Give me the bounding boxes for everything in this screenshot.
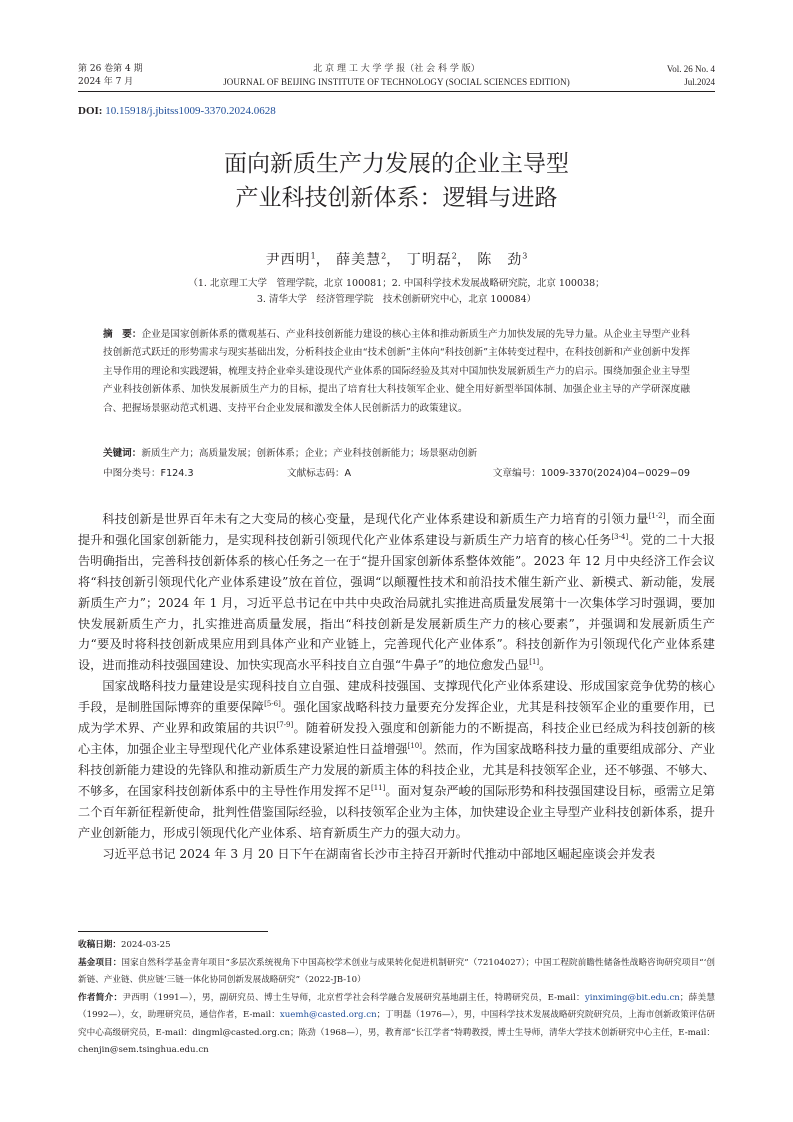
keywords — [103, 445, 690, 463]
citation[interactable]: [1-2] — [648, 511, 666, 520]
received-value: 2024-03-25 — [120, 940, 171, 950]
paragraph-text: 。党的二十大报告明确指出，完善科技创新体系的核心任务之一在于“提升国家创新体系整体效能”。2023 年 12 月中央经济工作会议将“科技创新引领现代化产业体系建设”放在首位，强调“以颠覆性技术和前沿技术催生新产业、新模式、新动能，发展新质生产力”；2024 年 1 月，习近平总书记在中共中央政治局就扎实推进高质量发展第十一次集体学习时强调，要加快发展新质生产力，扎实推进高质量发展，指出“科技创新是发展新质生产力的核心要素”，并强调和发展新质生产力“要及时将科技创新成果应用到具体产业和产业链上，完善现代化产业体系”。科技创新作为引领现代化产业体系建设，进而推动科技强国建设、加快实现高水平科技自立自强“牛鼻子”的地位愈发凸显 — [78, 532, 716, 673]
author-name: 薛美慧 — [336, 252, 382, 268]
author-name: 尹西明 — [265, 252, 311, 268]
journal-name-cn: 北 京 理 工 大 学 学 报（社 会 科 学 版） — [313, 64, 480, 74]
citation[interactable]: [10] — [407, 741, 422, 750]
header-date-en: Jul.2024 — [684, 77, 715, 87]
email-link[interactable]: yinximing@bit.edu.cn — [584, 992, 680, 1003]
paragraph-text: 。 — [539, 658, 552, 673]
header-volume-en: Vol. 26 No. 4 — [666, 64, 715, 74]
article-title — [78, 147, 715, 215]
citation[interactable]: [11] — [371, 783, 386, 792]
paragraph-text: 习近平总书记 2024 年 3 月 20 日下午在湖南省长沙市主持召开新时代推动中部地区崛起座谈会并发表 — [102, 846, 656, 861]
citation[interactable]: [1] — [529, 658, 540, 667]
author-affiliation-mark: 3 — [522, 251, 528, 261]
abstract-text: 企业是国家创新体系的微观基石、产业科技创新能力建设的核心主体和推动新质生产力加快发展的先导力量。从企业主导型产业科技创新范式跃迁的形势需求与现实基础出发，分析科技企业由“技术创新”主体向“科技创新”主体转变过程中，在科技创新和产业创新中发挥主导作用的理论和实践逻辑，梳理支持企业牵头建设现代产业体系的国际经验及其对中国加快发展新质生产力的启示。围绕加强企业主导型产业科技创新体系、加快发展新质生产力的目标，提出了培育壮大科技领军企业、健全用好新型举国体制、加强企业主导的产学研深度融合、把握场景驱动范式机遇、支持平台企业发展和激发全体人民创新活力的政策建议。 — [103, 329, 691, 414]
paragraph-text: 。随着研发投入强度和创新能力的不断提高，科技企业已经成为科技创新的核心主体，加强企业主导型现代化产业体系建设紧迫性日益增强 — [78, 721, 716, 756]
author-bio-label: 作者简介： — [78, 992, 123, 1003]
paragraph — [78, 509, 715, 676]
paragraph — [78, 844, 715, 865]
affiliation-line-2: 3. 清华大学 经济管理学院 技术创新研究中心，北京 100084） — [256, 294, 537, 305]
abstract — [103, 326, 690, 418]
title-line-2: 产业科技创新体系：逻辑与进路 — [235, 185, 558, 211]
header-right — [667, 63, 715, 89]
title-line-1: 面向新质生产力发展的企业主导型 — [224, 151, 569, 177]
author-bio-text: ；薛美慧（1992—），女，助理研究员，通信作者，E-mail： — [78, 992, 715, 1020]
body-text — [78, 509, 715, 864]
document-code: 文献标志码：A — [287, 468, 352, 479]
header-center — [150, 63, 643, 89]
header-left — [78, 63, 143, 89]
author-affiliation-mark: 2 — [451, 251, 457, 261]
article-number: 文章编号：1009-3370(2024)04−0029−09 — [492, 468, 690, 479]
author-affiliation-mark: 1 — [310, 251, 316, 261]
paragraph-text: 。强化国家战略科技力量要充分发挥企业，尤其是科技领军企业的重要作用，已成为学术界、产业界和政策届的共识 — [78, 700, 716, 736]
header-divider — [78, 91, 715, 92]
email-link[interactable]: xuemh@casted.org.cn — [279, 1010, 377, 1020]
received-date — [78, 937, 715, 955]
keywords-text: 新质生产力；高质量发展；创新体系；企业；产业科技创新能力；场景驱动创新 — [141, 448, 478, 459]
affiliation-line-1: （1. 北京理工大学 管理学院，北京 100081；2. 中国科学技术发展战略研究院，北京 100038； — [188, 278, 605, 289]
paragraph-text: ，而全面提升和强化国家创新能力，是实现科技创新引领现代化产业体系建设与新质生产力培育的核心任务 — [78, 512, 715, 547]
keywords-label: 关键词： — [103, 448, 142, 459]
doi-line — [78, 105, 276, 117]
received-label: 收稿日期： — [78, 940, 121, 950]
paragraph-text: 。面对复杂严峻的国际形势和科技强国建设目标，亟需立足第二个百年新征程新使命，批判性借鉴国际经验，以科技领军企业为主体，加快建设企业主导型产业科技创新体系，提升产业创新能力，形成引领现代化产业体系、培育新质生产力的强大动力。 — [78, 783, 715, 840]
citation[interactable]: [7-9] — [276, 721, 294, 729]
author-name: 陈 劲 — [477, 252, 523, 268]
journal-name-en: JOURNAL OF BEIJING INSTITUTE OF TECHNOLOGY (SOCIAL SCIENCES EDITION) — [223, 77, 570, 87]
doi-link[interactable]: 10.15918/j.jbitss1009-3370.2024.0628 — [105, 105, 276, 117]
citation[interactable]: [5-6] — [264, 700, 281, 709]
paragraph-text: 国家战略科技力量建设是实现科技自立自强、建成科技强国、支撑现代化产业体系建设、形成国家竞争优势的核心手段，是制胜国际博弈的重要保障 — [78, 679, 715, 715]
footnotes — [78, 937, 715, 1060]
paragraph — [78, 676, 715, 843]
citation[interactable]: [3-4] — [611, 532, 629, 541]
author-affiliation-mark: 2 — [381, 251, 387, 261]
fund-info — [78, 955, 715, 990]
author-bio-text: ；丁明磊（1976—），男，中国科学技术发展战略研究院研究员，上海市创新政策评估研究中心高级研究员，E-mail：dingml@casted.org.cn；陈劲（1968—），男，教育部“长江学者”特聘教授，博士生导师，清华大学技术创新研究中心主任，E-mail：chenjin@sem.tsinghua.edu.cn — [78, 1010, 715, 1055]
doi-label: DOI: — [78, 105, 103, 117]
author-bio-text: 尹西明（1991—），男，副研究员、博士生导师，北京哲学社会科学融合发展研究基地副主任，特聘研究员，E-mail： — [122, 992, 585, 1003]
author-name: 丁明磊 — [406, 252, 452, 268]
author-list: 尹西明$^1$， 薛美慧$^2$， 丁明磊$^2$， 陈 劲$^3$ — [265, 251, 528, 268]
paragraph-text: 科技创新是世界百年未有之大变局的核心变量，是现代化产业体系建设和新质生产力培育的引领力量 — [102, 512, 649, 526]
abstract-label: 摘 要： — [103, 329, 142, 340]
fund-label: 基金项目： — [78, 957, 122, 968]
author-bio — [78, 990, 715, 1060]
affiliations — [78, 276, 715, 308]
footnote-divider — [78, 931, 268, 932]
header-volume-cn: 第 26 卷第 4 期 — [78, 64, 143, 74]
fund-text: 国家自然科学基金青年项目“多层次系统视角下中国高校学术创业与成果转化促进机制研究”（72104027）；中国工程院前瞻性储备性战略咨询研究项目“‘创新链、产业链、供应链’三链一体化协同创新发展战略研究”（2022-JB-10） — [78, 957, 715, 985]
clc-number: 中图分类号：F124.3 — [103, 468, 194, 479]
paragraph-text: 。然而，作为国家战略科技力量的重要组成部分、产业科技创新能力建设的先锋队和推动新质生产力发展的新质主体的科技企业，尤其是科技领军企业，还不够强、不够大、不够多，在国家科技创新体系中的主导性作用发挥不足 — [78, 741, 715, 798]
header-date-cn: 2024 年 7 月 — [78, 77, 134, 87]
